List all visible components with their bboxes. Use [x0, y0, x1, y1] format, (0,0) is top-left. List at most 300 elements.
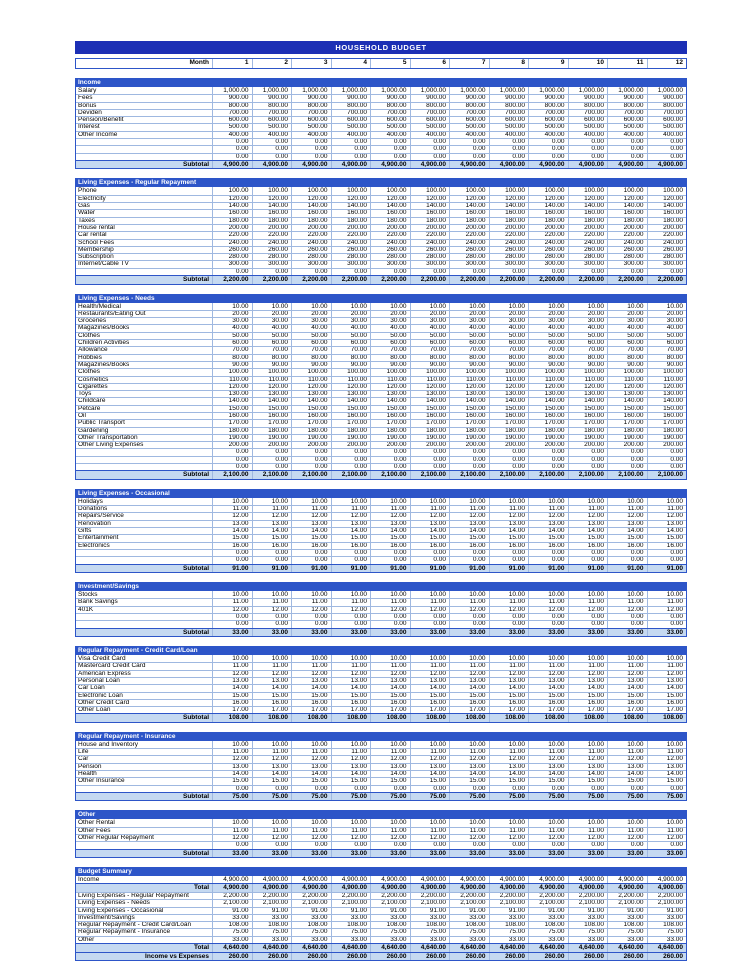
- summary-value-m3[interactable]: 91.00: [291, 908, 331, 914]
- value-cell-m7[interactable]: 260.00: [449, 247, 489, 253]
- section-header[interactable]: Living Expenses - Needs: [76, 295, 686, 303]
- value-cell-m3[interactable]: 70.00: [291, 347, 331, 353]
- value-cell-m10[interactable]: 14.00: [568, 771, 608, 777]
- value-cell-m4[interactable]: 0.00: [331, 550, 371, 556]
- value-cell-m12[interactable]: 12.00: [647, 513, 687, 519]
- value-cell-m5[interactable]: 100.00: [370, 187, 410, 194]
- value-cell-m9[interactable]: 14.00: [528, 528, 568, 534]
- subtotal-value-m7[interactable]: 33.00: [449, 629, 489, 637]
- value-cell-m10[interactable]: 11.00: [568, 749, 608, 755]
- value-cell-m7[interactable]: 30.00: [449, 318, 489, 324]
- value-cell-m2[interactable]: 0.00: [252, 621, 292, 627]
- value-cell-m5[interactable]: 14.00: [370, 528, 410, 534]
- summary-value-m6[interactable]: 2,100.00: [410, 900, 450, 906]
- value-cell-m10[interactable]: 1,000.00: [568, 87, 608, 94]
- value-cell-m3[interactable]: 800.00: [291, 103, 331, 109]
- value-cell-m10[interactable]: 0.00: [568, 464, 608, 470]
- value-cell-m3[interactable]: 600.00: [291, 117, 331, 123]
- summary-value-m12[interactable]: 4,900.00: [647, 876, 687, 883]
- value-cell-m4[interactable]: 240.00: [331, 240, 371, 246]
- value-cell-m7[interactable]: 16.00: [449, 543, 489, 549]
- value-cell-m4[interactable]: 260.00: [331, 247, 371, 253]
- value-cell-m1[interactable]: 200.00: [212, 442, 252, 448]
- value-cell-m7[interactable]: 0.00: [449, 139, 489, 145]
- value-cell-m8[interactable]: 80.00: [489, 355, 529, 361]
- value-cell-m8[interactable]: 40.00: [489, 325, 529, 331]
- value-cell-m4[interactable]: 160.00: [331, 210, 371, 216]
- row-label[interactable]: [76, 146, 212, 152]
- value-cell-m11[interactable]: 15.00: [607, 778, 647, 784]
- value-cell-m2[interactable]: 12.00: [252, 835, 292, 841]
- value-cell-m2[interactable]: 1,000.00: [252, 87, 292, 94]
- value-cell-m12[interactable]: 50.00: [647, 333, 687, 339]
- subtotal-value-m10[interactable]: 33.00: [568, 850, 608, 858]
- summary-label[interactable]: Total: [193, 944, 209, 952]
- value-cell-m11[interactable]: 15.00: [607, 693, 647, 699]
- value-cell-m6[interactable]: 120.00: [410, 384, 450, 390]
- value-cell-m6[interactable]: 10.00: [410, 741, 450, 748]
- value-cell-m2[interactable]: 100.00: [252, 369, 292, 375]
- value-cell-m1[interactable]: 80.00: [212, 355, 252, 361]
- value-cell-m8[interactable]: 0.00: [489, 621, 529, 627]
- value-cell-m12[interactable]: 11.00: [647, 506, 687, 512]
- value-cell-m8[interactable]: 220.00: [489, 232, 529, 238]
- subtotal-value-m8[interactable]: 91.00: [489, 565, 529, 573]
- summary-label[interactable]: Other: [78, 936, 95, 943]
- value-cell-m8[interactable]: 140.00: [489, 203, 529, 209]
- value-cell-m8[interactable]: 0.00: [489, 269, 529, 275]
- value-cell-m9[interactable]: 170.00: [528, 420, 568, 426]
- value-cell-m6[interactable]: 400.00: [410, 132, 450, 138]
- value-cell-m3[interactable]: 0.00: [291, 621, 331, 627]
- subtotal-value-m4[interactable]: 4,900.00: [331, 161, 371, 169]
- value-cell-m11[interactable]: 0.00: [607, 550, 647, 556]
- value-cell-m4[interactable]: 140.00: [331, 398, 371, 404]
- summary-value-m12[interactable]: 2,200.00: [647, 893, 687, 899]
- subtotal-label[interactable]: Subtotal: [183, 160, 209, 168]
- subtotal-value-m11[interactable]: 33.00: [607, 629, 647, 637]
- value-cell-m11[interactable]: 160.00: [607, 413, 647, 419]
- subtotal-value-m11[interactable]: 2,200.00: [607, 276, 647, 284]
- value-cell-m1[interactable]: 280.00: [212, 254, 252, 260]
- value-cell-m8[interactable]: 800.00: [489, 103, 529, 109]
- value-cell-m10[interactable]: 0.00: [568, 786, 608, 792]
- summary-value-m12[interactable]: 33.00: [647, 937, 687, 943]
- value-cell-m10[interactable]: 13.00: [568, 521, 608, 527]
- value-cell-m7[interactable]: 14.00: [449, 685, 489, 691]
- value-cell-m3[interactable]: 90.00: [291, 362, 331, 368]
- value-cell-m4[interactable]: 90.00: [331, 362, 371, 368]
- subtotal-value-m1[interactable]: 33.00: [212, 850, 252, 858]
- value-cell-m7[interactable]: 0.00: [449, 842, 489, 848]
- value-cell-m6[interactable]: 17.00: [410, 707, 450, 713]
- value-cell-m6[interactable]: 12.00: [410, 607, 450, 613]
- subtotal-value-m3[interactable]: 75.00: [291, 793, 331, 801]
- value-cell-m9[interactable]: 11.00: [528, 749, 568, 755]
- value-cell-m1[interactable]: 0.00: [212, 457, 252, 463]
- row-label[interactable]: Fees: [78, 95, 93, 102]
- value-cell-m3[interactable]: 0.00: [291, 614, 331, 620]
- value-cell-m1[interactable]: 40.00: [212, 325, 252, 331]
- subtotal-label[interactable]: Subtotal: [183, 792, 209, 800]
- subtotal-value-m4[interactable]: 108.00: [331, 714, 371, 722]
- value-cell-m10[interactable]: 20.00: [568, 311, 608, 317]
- value-cell-m11[interactable]: 180.00: [607, 428, 647, 434]
- value-cell-m6[interactable]: 100.00: [410, 369, 450, 375]
- value-cell-m11[interactable]: 100.00: [607, 369, 647, 375]
- value-cell-m1[interactable]: 600.00: [212, 117, 252, 123]
- value-cell-m1[interactable]: 15.00: [212, 693, 252, 699]
- value-cell-m9[interactable]: 160.00: [528, 210, 568, 216]
- value-cell-m7[interactable]: 13.00: [449, 678, 489, 684]
- row-label[interactable]: [76, 269, 212, 275]
- subtotal-value-m1[interactable]: 2,100.00: [212, 471, 252, 479]
- value-cell-m10[interactable]: 10.00: [568, 303, 608, 310]
- value-cell-m2[interactable]: 900.00: [252, 95, 292, 101]
- row-label[interactable]: Car Loan: [78, 685, 105, 692]
- value-cell-m6[interactable]: 500.00: [410, 124, 450, 130]
- summary-value-m11[interactable]: 260.00: [607, 953, 647, 961]
- value-cell-m10[interactable]: 10.00: [568, 741, 608, 748]
- value-cell-m9[interactable]: 130.00: [528, 391, 568, 397]
- value-cell-m11[interactable]: 500.00: [607, 124, 647, 130]
- value-cell-m1[interactable]: 100.00: [212, 187, 252, 194]
- value-cell-m10[interactable]: 10.00: [568, 655, 608, 662]
- row-label[interactable]: [76, 557, 212, 563]
- value-cell-m12[interactable]: 12.00: [647, 607, 687, 613]
- value-cell-m12[interactable]: 10.00: [647, 498, 687, 505]
- value-cell-m1[interactable]: 60.00: [212, 340, 252, 346]
- value-cell-m4[interactable]: 0.00: [331, 146, 371, 152]
- value-cell-m2[interactable]: 0.00: [252, 139, 292, 145]
- value-cell-m5[interactable]: 260.00: [370, 247, 410, 253]
- month-col-6[interactable]: 6: [410, 59, 450, 68]
- row-label[interactable]: Clothes: [78, 332, 101, 339]
- value-cell-m8[interactable]: 0.00: [489, 786, 529, 792]
- row-label[interactable]: Holidays: [78, 497, 103, 505]
- value-cell-m2[interactable]: 13.00: [252, 764, 292, 770]
- value-cell-m3[interactable]: 140.00: [291, 203, 331, 209]
- value-cell-m8[interactable]: 400.00: [489, 132, 529, 138]
- value-cell-m10[interactable]: 12.00: [568, 607, 608, 613]
- row-label[interactable]: Entertainment: [78, 535, 119, 542]
- summary-value-m6[interactable]: 4,640.00: [410, 944, 450, 952]
- summary-value-m5[interactable]: 75.00: [370, 929, 410, 935]
- value-cell-m12[interactable]: 14.00: [647, 528, 687, 534]
- value-cell-m4[interactable]: 600.00: [331, 117, 371, 123]
- row-label[interactable]: Car rental: [78, 232, 107, 239]
- value-cell-m1[interactable]: 180.00: [212, 218, 252, 224]
- summary-value-m3[interactable]: 2,200.00: [291, 893, 331, 899]
- summary-value-m9[interactable]: 108.00: [528, 922, 568, 928]
- value-cell-m5[interactable]: 0.00: [370, 614, 410, 620]
- summary-value-m7[interactable]: 260.00: [449, 953, 489, 961]
- value-cell-m4[interactable]: 10.00: [331, 655, 371, 662]
- value-cell-m3[interactable]: 11.00: [291, 828, 331, 834]
- value-cell-m3[interactable]: 180.00: [291, 428, 331, 434]
- value-cell-m5[interactable]: 12.00: [370, 835, 410, 841]
- value-cell-m11[interactable]: 0.00: [607, 614, 647, 620]
- value-cell-m7[interactable]: 0.00: [449, 449, 489, 455]
- value-cell-m6[interactable]: 0.00: [410, 614, 450, 620]
- value-cell-m2[interactable]: 0.00: [252, 269, 292, 275]
- value-cell-m5[interactable]: 280.00: [370, 254, 410, 260]
- value-cell-m5[interactable]: 15.00: [370, 693, 410, 699]
- value-cell-m2[interactable]: 0.00: [252, 449, 292, 455]
- summary-value-m11[interactable]: 108.00: [607, 922, 647, 928]
- value-cell-m12[interactable]: 11.00: [647, 828, 687, 834]
- value-cell-m3[interactable]: 0.00: [291, 842, 331, 848]
- value-cell-m5[interactable]: 400.00: [370, 132, 410, 138]
- summary-value-m8[interactable]: 33.00: [489, 915, 529, 921]
- value-cell-m9[interactable]: 15.00: [528, 535, 568, 541]
- summary-value-m4[interactable]: 108.00: [331, 922, 371, 928]
- value-cell-m8[interactable]: 11.00: [489, 506, 529, 512]
- value-cell-m10[interactable]: 140.00: [568, 203, 608, 209]
- value-cell-m7[interactable]: 40.00: [449, 325, 489, 331]
- summary-value-m4[interactable]: 75.00: [331, 929, 371, 935]
- value-cell-m7[interactable]: 10.00: [449, 303, 489, 310]
- value-cell-m8[interactable]: 12.00: [489, 607, 529, 613]
- value-cell-m9[interactable]: 1,000.00: [528, 87, 568, 94]
- summary-value-m12[interactable]: 2,100.00: [647, 900, 687, 906]
- value-cell-m5[interactable]: 10.00: [370, 819, 410, 826]
- value-cell-m3[interactable]: 80.00: [291, 355, 331, 361]
- value-cell-m7[interactable]: 16.00: [449, 700, 489, 706]
- value-cell-m5[interactable]: 170.00: [370, 420, 410, 426]
- subtotal-value-m6[interactable]: 108.00: [410, 714, 450, 722]
- subtotal-value-m7[interactable]: 33.00: [449, 850, 489, 858]
- value-cell-m8[interactable]: 16.00: [489, 543, 529, 549]
- value-cell-m11[interactable]: 10.00: [607, 741, 647, 748]
- value-cell-m3[interactable]: 1,000.00: [291, 87, 331, 94]
- value-cell-m3[interactable]: 280.00: [291, 254, 331, 260]
- value-cell-m11[interactable]: 0.00: [607, 621, 647, 627]
- value-cell-m4[interactable]: 0.00: [331, 449, 371, 455]
- value-cell-m11[interactable]: 16.00: [607, 543, 647, 549]
- value-cell-m1[interactable]: 11.00: [212, 828, 252, 834]
- summary-value-m6[interactable]: 33.00: [410, 937, 450, 943]
- summary-value-m1[interactable]: 108.00: [212, 922, 252, 928]
- value-cell-m6[interactable]: 12.00: [410, 756, 450, 762]
- value-cell-m12[interactable]: 200.00: [647, 225, 687, 231]
- value-cell-m1[interactable]: 10.00: [212, 303, 252, 310]
- value-cell-m2[interactable]: 13.00: [252, 678, 292, 684]
- value-cell-m11[interactable]: 16.00: [607, 700, 647, 706]
- value-cell-m11[interactable]: 100.00: [607, 187, 647, 194]
- value-cell-m2[interactable]: 10.00: [252, 655, 292, 662]
- value-cell-m10[interactable]: 260.00: [568, 247, 608, 253]
- value-cell-m8[interactable]: 900.00: [489, 95, 529, 101]
- value-cell-m4[interactable]: 0.00: [331, 614, 371, 620]
- value-cell-m12[interactable]: 12.00: [647, 671, 687, 677]
- value-cell-m11[interactable]: 0.00: [607, 269, 647, 275]
- row-label[interactable]: Health: [78, 771, 97, 778]
- value-cell-m6[interactable]: 11.00: [410, 828, 450, 834]
- value-cell-m5[interactable]: 13.00: [370, 521, 410, 527]
- value-cell-m7[interactable]: 0.00: [449, 269, 489, 275]
- value-cell-m8[interactable]: 12.00: [489, 671, 529, 677]
- row-label[interactable]: [76, 449, 212, 455]
- value-cell-m7[interactable]: 0.00: [449, 464, 489, 470]
- value-cell-m8[interactable]: 15.00: [489, 535, 529, 541]
- value-cell-m10[interactable]: 0.00: [568, 457, 608, 463]
- row-label[interactable]: Gardening: [78, 427, 109, 434]
- value-cell-m5[interactable]: 700.00: [370, 110, 410, 116]
- value-cell-m1[interactable]: 12.00: [212, 835, 252, 841]
- row-label[interactable]: Children Activities: [78, 340, 130, 347]
- value-cell-m11[interactable]: 50.00: [607, 333, 647, 339]
- value-cell-m6[interactable]: 180.00: [410, 218, 450, 224]
- subtotal-value-m5[interactable]: 91.00: [370, 565, 410, 573]
- value-cell-m9[interactable]: 12.00: [528, 513, 568, 519]
- summary-value-m6[interactable]: 260.00: [410, 953, 450, 961]
- value-cell-m2[interactable]: 150.00: [252, 406, 292, 412]
- value-cell-m12[interactable]: 120.00: [647, 384, 687, 390]
- value-cell-m12[interactable]: 200.00: [647, 442, 687, 448]
- value-cell-m1[interactable]: 140.00: [212, 203, 252, 209]
- value-cell-m9[interactable]: 10.00: [528, 303, 568, 310]
- value-cell-m11[interactable]: 200.00: [607, 225, 647, 231]
- value-cell-m9[interactable]: 14.00: [528, 685, 568, 691]
- value-cell-m11[interactable]: 12.00: [607, 513, 647, 519]
- value-cell-m5[interactable]: 12.00: [370, 756, 410, 762]
- value-cell-m4[interactable]: 16.00: [331, 700, 371, 706]
- value-cell-m12[interactable]: 11.00: [647, 663, 687, 669]
- value-cell-m12[interactable]: 12.00: [647, 756, 687, 762]
- value-cell-m8[interactable]: 16.00: [489, 700, 529, 706]
- value-cell-m2[interactable]: 180.00: [252, 428, 292, 434]
- value-cell-m11[interactable]: 10.00: [607, 303, 647, 310]
- value-cell-m12[interactable]: 700.00: [647, 110, 687, 116]
- value-cell-m12[interactable]: 120.00: [647, 196, 687, 202]
- subtotal-value-m8[interactable]: 2,200.00: [489, 276, 529, 284]
- value-cell-m4[interactable]: 60.00: [331, 340, 371, 346]
- value-cell-m8[interactable]: 700.00: [489, 110, 529, 116]
- row-label[interactable]: Oil: [78, 412, 86, 419]
- subtotal-value-m8[interactable]: 2,100.00: [489, 471, 529, 479]
- subtotal-value-m7[interactable]: 4,900.00: [449, 161, 489, 169]
- value-cell-m12[interactable]: 0.00: [647, 457, 687, 463]
- value-cell-m6[interactable]: 15.00: [410, 778, 450, 784]
- value-cell-m5[interactable]: 0.00: [370, 154, 410, 160]
- value-cell-m1[interactable]: 700.00: [212, 110, 252, 116]
- value-cell-m10[interactable]: 600.00: [568, 117, 608, 123]
- value-cell-m4[interactable]: 20.00: [331, 311, 371, 317]
- value-cell-m10[interactable]: 15.00: [568, 693, 608, 699]
- value-cell-m4[interactable]: 1,000.00: [331, 87, 371, 94]
- value-cell-m9[interactable]: 0.00: [528, 550, 568, 556]
- subtotal-value-m1[interactable]: 75.00: [212, 793, 252, 801]
- summary-value-m8[interactable]: 91.00: [489, 908, 529, 914]
- value-cell-m12[interactable]: 10.00: [647, 591, 687, 598]
- value-cell-m12[interactable]: 80.00: [647, 355, 687, 361]
- subtotal-value-m9[interactable]: 4,900.00: [528, 161, 568, 169]
- value-cell-m9[interactable]: 12.00: [528, 607, 568, 613]
- value-cell-m10[interactable]: 200.00: [568, 442, 608, 448]
- subtotal-value-m11[interactable]: 4,900.00: [607, 161, 647, 169]
- subtotal-value-m2[interactable]: 108.00: [252, 714, 292, 722]
- row-label[interactable]: [76, 154, 212, 160]
- value-cell-m12[interactable]: 260.00: [647, 247, 687, 253]
- summary-value-m2[interactable]: 4,640.00: [252, 944, 292, 952]
- value-cell-m7[interactable]: 180.00: [449, 218, 489, 224]
- subtotal-value-m10[interactable]: 75.00: [568, 793, 608, 801]
- value-cell-m6[interactable]: 10.00: [410, 591, 450, 598]
- value-cell-m6[interactable]: 60.00: [410, 340, 450, 346]
- value-cell-m9[interactable]: 200.00: [528, 225, 568, 231]
- value-cell-m2[interactable]: 140.00: [252, 203, 292, 209]
- value-cell-m2[interactable]: 40.00: [252, 325, 292, 331]
- summary-value-m11[interactable]: 33.00: [607, 915, 647, 921]
- value-cell-m11[interactable]: 150.00: [607, 406, 647, 412]
- value-cell-m5[interactable]: 14.00: [370, 685, 410, 691]
- summary-value-m8[interactable]: 2,200.00: [489, 893, 529, 899]
- summary-value-m11[interactable]: 4,900.00: [607, 876, 647, 883]
- value-cell-m2[interactable]: 12.00: [252, 756, 292, 762]
- row-label[interactable]: [76, 786, 212, 792]
- value-cell-m3[interactable]: 40.00: [291, 325, 331, 331]
- value-cell-m6[interactable]: 12.00: [410, 513, 450, 519]
- value-cell-m9[interactable]: 180.00: [528, 218, 568, 224]
- value-cell-m4[interactable]: 14.00: [331, 528, 371, 534]
- summary-value-m7[interactable]: 91.00: [449, 908, 489, 914]
- value-cell-m11[interactable]: 12.00: [607, 671, 647, 677]
- value-cell-m6[interactable]: 120.00: [410, 196, 450, 202]
- value-cell-m11[interactable]: 120.00: [607, 196, 647, 202]
- value-cell-m1[interactable]: 0.00: [212, 154, 252, 160]
- value-cell-m8[interactable]: 160.00: [489, 413, 529, 419]
- value-cell-m2[interactable]: 17.00: [252, 707, 292, 713]
- value-cell-m1[interactable]: 12.00: [212, 756, 252, 762]
- row-label[interactable]: Donations: [78, 506, 108, 513]
- value-cell-m10[interactable]: 130.00: [568, 391, 608, 397]
- summary-value-m1[interactable]: 4,900.00: [212, 884, 252, 892]
- row-label[interactable]: Gas: [78, 203, 90, 210]
- value-cell-m6[interactable]: 0.00: [410, 550, 450, 556]
- value-cell-m4[interactable]: 70.00: [331, 347, 371, 353]
- value-cell-m2[interactable]: 300.00: [252, 261, 292, 267]
- value-cell-m9[interactable]: 300.00: [528, 261, 568, 267]
- value-cell-m2[interactable]: 11.00: [252, 506, 292, 512]
- summary-value-m9[interactable]: 2,100.00: [528, 900, 568, 906]
- value-cell-m9[interactable]: 200.00: [528, 442, 568, 448]
- value-cell-m1[interactable]: 0.00: [212, 842, 252, 848]
- value-cell-m10[interactable]: 11.00: [568, 506, 608, 512]
- value-cell-m12[interactable]: 1,000.00: [647, 87, 687, 94]
- value-cell-m6[interactable]: 0.00: [410, 449, 450, 455]
- summary-value-m12[interactable]: 4,640.00: [647, 944, 687, 952]
- value-cell-m6[interactable]: 20.00: [410, 311, 450, 317]
- month-col-2[interactable]: 2: [252, 59, 292, 68]
- value-cell-m5[interactable]: 20.00: [370, 311, 410, 317]
- month-col-1[interactable]: 1: [212, 59, 252, 68]
- value-cell-m1[interactable]: 900.00: [212, 95, 252, 101]
- value-cell-m1[interactable]: 180.00: [212, 428, 252, 434]
- value-cell-m6[interactable]: 90.00: [410, 362, 450, 368]
- value-cell-m9[interactable]: 11.00: [528, 599, 568, 605]
- value-cell-m10[interactable]: 150.00: [568, 406, 608, 412]
- value-cell-m8[interactable]: 110.00: [489, 377, 529, 383]
- value-cell-m7[interactable]: 0.00: [449, 621, 489, 627]
- value-cell-m6[interactable]: 240.00: [410, 240, 450, 246]
- row-label[interactable]: Salary: [78, 87, 97, 94]
- value-cell-m5[interactable]: 240.00: [370, 240, 410, 246]
- value-cell-m12[interactable]: 0.00: [647, 139, 687, 145]
- value-cell-m2[interactable]: 260.00: [252, 247, 292, 253]
- value-cell-m6[interactable]: 700.00: [410, 110, 450, 116]
- subtotal-value-m7[interactable]: 75.00: [449, 793, 489, 801]
